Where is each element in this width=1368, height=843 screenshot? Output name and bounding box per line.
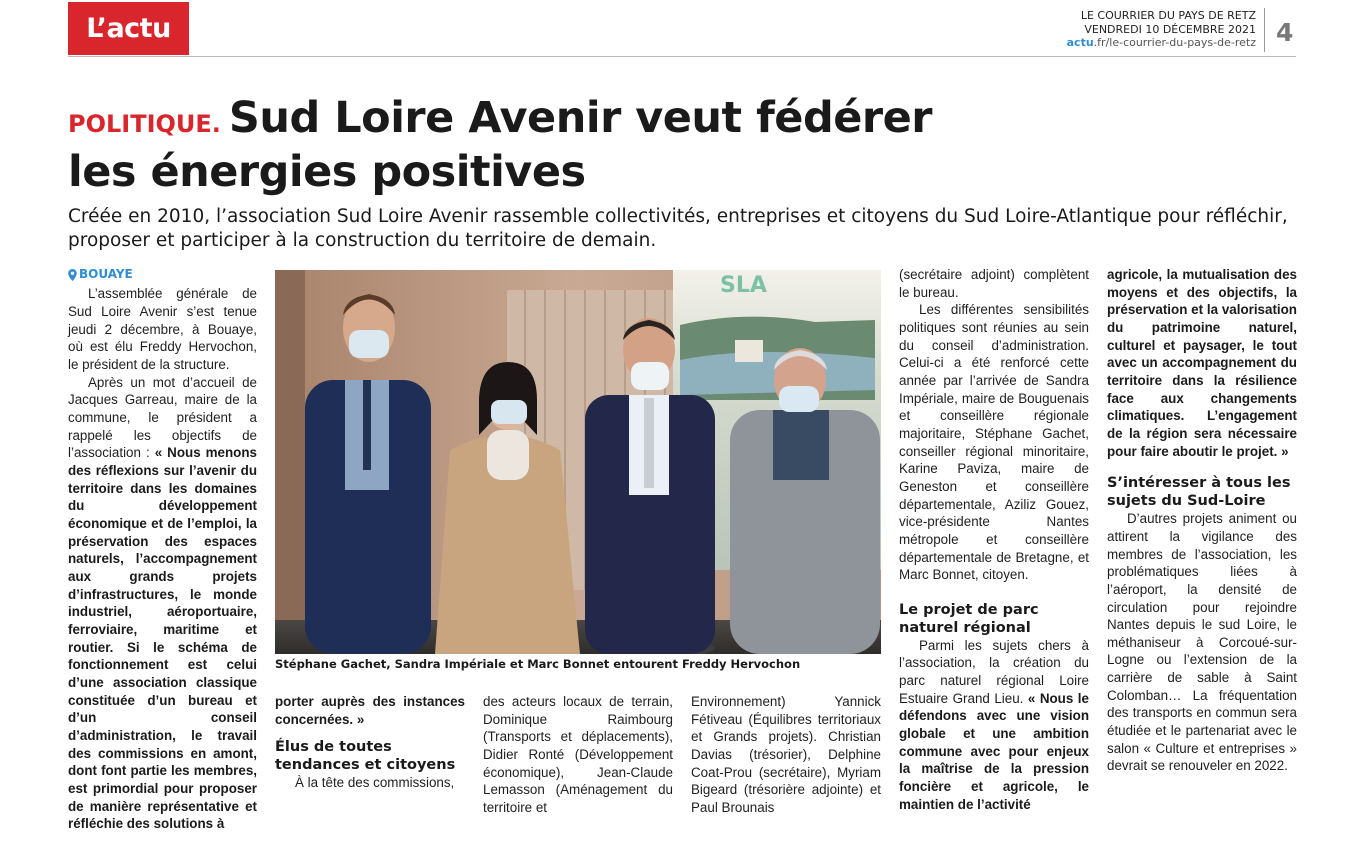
- publication-url[interactable]: [1067, 36, 1256, 50]
- column-5: [899, 266, 1089, 813]
- headline-line-1: Sud Loire Avenir veut fédérer: [228, 93, 932, 143]
- location-pin-icon: [68, 269, 77, 281]
- publication-info: [1067, 9, 1256, 50]
- col6-quote-text: agricole, la mutualisation des moyens et des objectifs, la préservation et la valorisation du patrimoine naturel, culturel et paysager, le tout avec un accompagnement du territoire dans la résilience face aux changements climatiques. L’engagement de la région sera nécessaire pour faire aboutir le projet. »: [1107, 267, 1297, 459]
- headline-line-2: les énergies positives: [68, 147, 586, 197]
- col3-paragraph-1: des acteurs locaux de terrain, Dominique Raimbourg (Transports et déplacements), Didier Ronté (Développement économique), Jean-Claude Lemasson (Aménagement du territoire et: [483, 694, 673, 815]
- headline: [68, 94, 1298, 196]
- column-2: [275, 693, 465, 792]
- col1-paragraph-1: L’assemblée générale de Sud Loire Avenir s’est tenue jeudi 2 décembre, à Bouaye, où est élu Freddy Hervochon, le président de la structure.: [68, 286, 257, 373]
- col1-paragraph-2: [68, 374, 257, 833]
- col5-subhead: Le projet de parc naturel régional: [899, 601, 1039, 636]
- col2-quote-text: porter auprès des instances concernées. »: [275, 694, 465, 727]
- url-path: .fr/le-courrier-du-pays-de-retz: [1093, 36, 1256, 49]
- column-3: [483, 693, 673, 817]
- page-separator: [1264, 8, 1265, 52]
- section-logo: L’actu: [68, 2, 189, 55]
- col2-paragraph-1: À la tête des commissions,: [295, 775, 455, 791]
- photo-caption: Stéphane Gachet, Sandra Impériale et Marc Bonnet entourent Freddy Hervochon: [275, 657, 801, 671]
- col5-paragraph-2: Les différentes sensibilités politiques sont réunies au sein du conseil d’administration. Celui-ci a été renforcé cette année par l’arrivée de Sandra Impériale, maire de Bouguenais et conseillère régionale majoritaire, Stéphane Gachet, conseiller régional minoritaire, Karine Paviza, maire de Geneston et conseillère départementale, Aziliz Gouez, vice-présidente Nantes métropole et conseillère départementale de Bretagne, et Marc Bonnet, citoyen.: [899, 302, 1089, 583]
- dateline: [68, 266, 257, 285]
- col1-paragraph-2-text: Après un mot d’accueil de Jacques Garreau, maire de la commune, le président a rappelé les objectifs de l’association :: [68, 374, 257, 461]
- col2-subhead: Élus de toutes tendances et citoyens: [275, 739, 456, 774]
- photo-illustration: [275, 270, 881, 654]
- col5-quote: « Nous le défendons avec une vision globale et une ambition commune avec pour enjeux la maîtrise de la pression foncière et agricole, le maintien de l’activité: [899, 690, 1089, 812]
- url-domain: actu: [1066, 36, 1094, 49]
- headline-kicker: POLITIQUE.: [68, 110, 221, 138]
- col4-paragraph-1: Environnement) Yannick Fétiveau (Équilibres territoriaux et Grands projets). Christian Davias (trésorier), Delphine Coat-Prou (secrétaire), Myriam Bigeard (trésorière adjointe) et Paul Brounais: [691, 694, 881, 815]
- col6-quote: [1107, 266, 1297, 460]
- col6-subhead: S’intéresser à tous les sujets du Sud-Loire: [1107, 475, 1291, 510]
- column-4: [691, 693, 881, 817]
- col1-quote: « Nous menons des réflexions sur l’avenir du territoire dans les domaines du développement économique et de l’emploi, la préservation des espaces naturels, l’accompagnement aux grands projets d’infrastructures, le monde industriel, aéroportuaire, ferroviaire, maritime et routier. Si le schéma de fonctionnement est celui d’une association classique constituée d’un bureau et d’un conseil d’administration, le travail des commissions en amont, dont font partie les membres, est primordial pour proposer de manière représentative et réfléchie des solutions à: [68, 445, 257, 832]
- col2-quote: [275, 693, 465, 728]
- lead-paragraph: Créée en 2010, l’association Sud Loire Avenir rassemble collectivités, entreprises et citoyens du Sud Loire-Atlantique pour réfléchir, proposer et participer à la construction du territoire de demain.: [68, 206, 1288, 251]
- column-6: [1107, 266, 1297, 775]
- publication-name: LE COURRIER DU PAYS DE RETZ: [1080, 9, 1256, 22]
- page-number: 4: [1276, 18, 1294, 47]
- col5-paragraph-1: (secrétaire adjoint) complètent le bureau.: [899, 267, 1089, 300]
- article-photo: [275, 270, 881, 654]
- header-rule: [68, 56, 1296, 57]
- col5-paragraph-3-text: Parmi les sujets chers à l’association, la création du parc naturel régional Loire Estuaire Grand Lieu.: [899, 637, 1089, 706]
- column-1: [68, 266, 257, 833]
- col6-paragraph-1: D’autres projets animent ou attirent la vigilance des membres de l’association, les problématiques liées à l’aéroport, la densité de circulation pour rejoindre Nantes depuis le sud Loire, le méthaniseur à Corcoué-sur-Logne ou l’extension de la carrière de sable à Saint Colomban… La fréquentation des transports en commun sera étudiée et le partenariat avec le salon « Culture et entreprises » devrait se renouveler en 2022.: [1107, 511, 1297, 774]
- publication-date: VENDREDI 10 DÉCEMBRE 2021: [1084, 22, 1256, 36]
- col5-paragraph-3: [899, 637, 1089, 814]
- banner-logo: SLA: [720, 273, 767, 298]
- dateline-text: BOUAYE: [79, 267, 133, 281]
